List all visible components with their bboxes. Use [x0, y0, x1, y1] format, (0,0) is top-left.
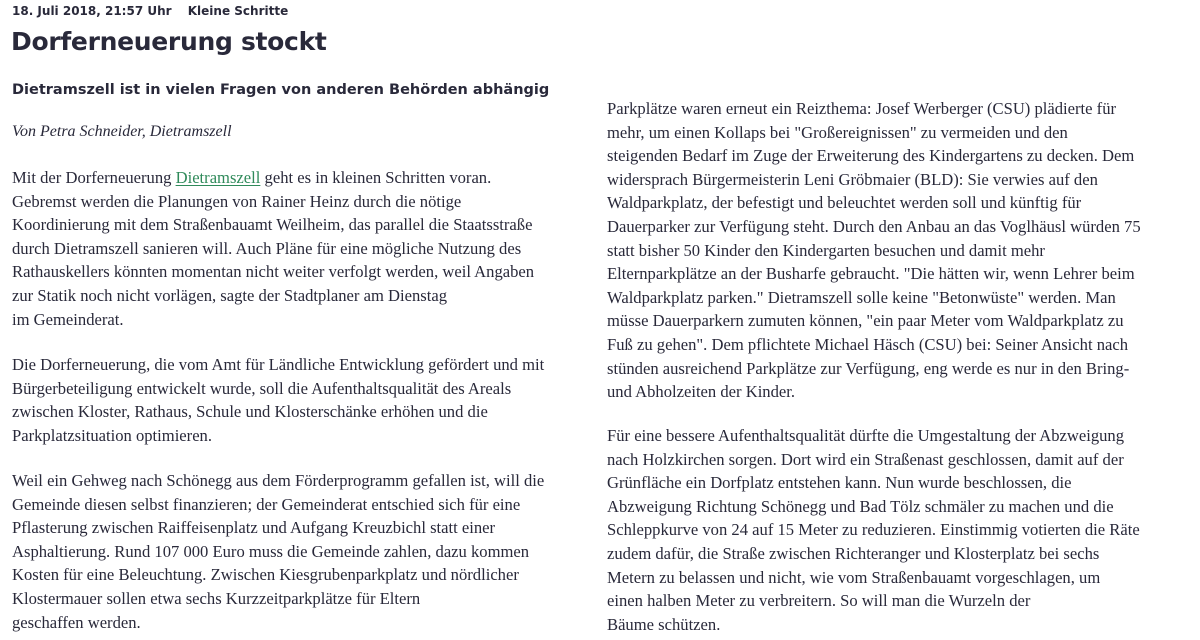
article-author: Von Petra Schneider, Dietramszell [12, 123, 232, 140]
paragraph-line: Asphaltierung. Rund 107 000 Euro muss die Gemeinde zahlen, dazu kommen [12, 541, 530, 561]
paragraph-line: Waldparkplatz parken." Dietramszell solle keine "Betonwüste" werden. Man [607, 287, 1116, 307]
paragraph-line: und Abholzeiten der Kinder. [607, 382, 796, 402]
paragraph-line: Schleppkurve von 24 auf 15 Meter zu reduzieren. Einstimmig votierten die Räte [607, 520, 1140, 540]
paragraph-left-2 [12, 353, 592, 447]
paragraph-line: nach Holzkirchen sorgen. Dort wird ein Straßenast geschlossen, damit auf der [607, 449, 1124, 469]
article-meta [12, 4, 288, 18]
paragraph-line: durch Dietramszell sanieren will. Auch Pläne für eine mögliche Nutzung des [12, 238, 522, 258]
paragraph-line: Pflasterung zwischen Raiffeisenplatz und Aufgang Kreuzbichl statt einer [12, 518, 496, 538]
paragraph-line: zudem dafür, die Straße zwischen Richteranger und Klosterplatz bei sechs [607, 543, 1100, 563]
paragraph-line: Gemeinde diesen selbst finanzieren; der Gemeinderat entschied sich für eine [12, 494, 521, 514]
paragraph-line: Koordinierung mit dem Straßenbauamt Weilheim, das parallel die Staatsstraße [12, 215, 533, 235]
location-link-dietramszell[interactable]: Dietramszell [175, 168, 261, 187]
paragraph-line: stünden ausreichend Parkplätze zur Verfügung, eng werde es nur in den Bring- [607, 358, 1130, 378]
article-date: 18. Juli 2018, 21:57 Uhr [12, 4, 172, 18]
paragraph-line: Parkplatzsituation optimieren. [12, 425, 213, 445]
paragraph-line: Parkplätze waren erneut ein Reizthema: Josef Werberger (CSU) plädierte für [607, 99, 1117, 118]
paragraph-line: steigenden Bedarf im Zuge der Erweiterung des Kindergartens zu decken. Dem [607, 146, 1135, 166]
paragraph-line: Kosten für eine Beleuchtung. Zwischen Kiesgrubenparkplatz und nördlicher [12, 565, 519, 585]
paragraph-line: Fuß zu gehen". Dem pflichtete Michael Häsch (CSU) bei: Seiner Ansicht nach [607, 334, 1129, 354]
article-subtitle: Dietramszell ist in vielen Fragen von anderen Behörden abhängig [12, 82, 550, 98]
paragraph-line: Abzweigung Richtung Schönegg und Bad Tölz schmäler zu machen und die [607, 496, 1114, 516]
paragraph-line: Dauerparker zur Verfügung steht. Durch den Anbau an das Voglhäusl würden 75 [607, 216, 1141, 236]
paragraph-line: Elternparkplätze an der Busharfe gebraucht. "Die hätten wir, wenn Lehrer beim [607, 264, 1135, 284]
paragraph-left-1 [12, 166, 592, 331]
paragraph-line: Waldparkplatz, der befestigt und beleuchtet werden soll und künftig für [607, 193, 1082, 213]
paragraph-line: im Gemeinderat. [12, 309, 124, 329]
paragraph-line: zur Statik noch nicht vorlägen, sagte der Stadtplaner am Dienstag [12, 285, 447, 305]
paragraph-line: geschaffen werden. [12, 612, 141, 632]
paragraph-line: Rathauskellers könnten momentan nicht weiter verfolgt werden, weil Angaben [12, 262, 535, 282]
paragraph-right-2 [607, 424, 1197, 636]
paragraph-line: Klostermauer sollen etwa sechs Kurzzeitparkplätze für Eltern [12, 588, 421, 608]
paragraph-line: Metern zu belassen und nicht, wie vom Straßenbauamt vorgeschlagen, um [607, 567, 1101, 587]
paragraph-line-text: Mit der Dorferneuerung [12, 168, 172, 187]
article-topic: Kleine Schritte [187, 4, 289, 18]
paragraph-right-1 [607, 97, 1197, 404]
paragraph-line: Weil ein Gehweg nach Schönegg aus dem Förderprogramm gefallen ist, will die [12, 471, 545, 490]
paragraph-line-text: geht es in kleinen Schritten voran. [264, 168, 492, 187]
paragraph-left-3 [12, 469, 592, 634]
paragraph-line: Bürgerbeteiligung entwickelt wurde, soll die Aufenthaltsqualität des Areals [12, 378, 512, 398]
paragraph-line: einen halben Meter zu verbreitern. So will man die Wurzeln der [607, 591, 1031, 611]
paragraph-line: widersprach Bürgermeisterin Leni Gröbmaier (BLD): Sie verwies auf den [607, 169, 1098, 189]
paragraph-line: Grünfläche ein Dorfplatz entstehen kann. Nun wurde beschlossen, die [607, 473, 1072, 493]
paragraph-line: statt bisher 50 Kinder den Kindergarten besuchen und damit mehr [607, 240, 1045, 260]
article-title: Dorferneuerung stockt [11, 27, 327, 56]
paragraph-line: Bäume schützen. [607, 614, 721, 634]
paragraph-line: Für eine bessere Aufenthaltsqualität dürfte die Umgestaltung der Abzweigung [607, 426, 1125, 445]
paragraph-line: mehr, um einen Kollaps bei "Großereignissen" zu vermeiden und den [607, 122, 1068, 142]
paragraph-line: zwischen Kloster, Rathaus, Schule und Klosterschänke erhöhen und die [12, 402, 488, 422]
paragraph-line [12, 166, 592, 190]
paragraph-line: Die Dorferneuerung, die vom Amt für Ländliche Entwicklung gefördert und mit [12, 355, 545, 374]
paragraph-line: müsse Dauerparkern zumuten können, "ein paar Meter vom Waldparkplatz zu [607, 311, 1124, 331]
paragraph-line: Gebremst werden die Planungen von Rainer Heinz durch die nötige [12, 191, 462, 211]
